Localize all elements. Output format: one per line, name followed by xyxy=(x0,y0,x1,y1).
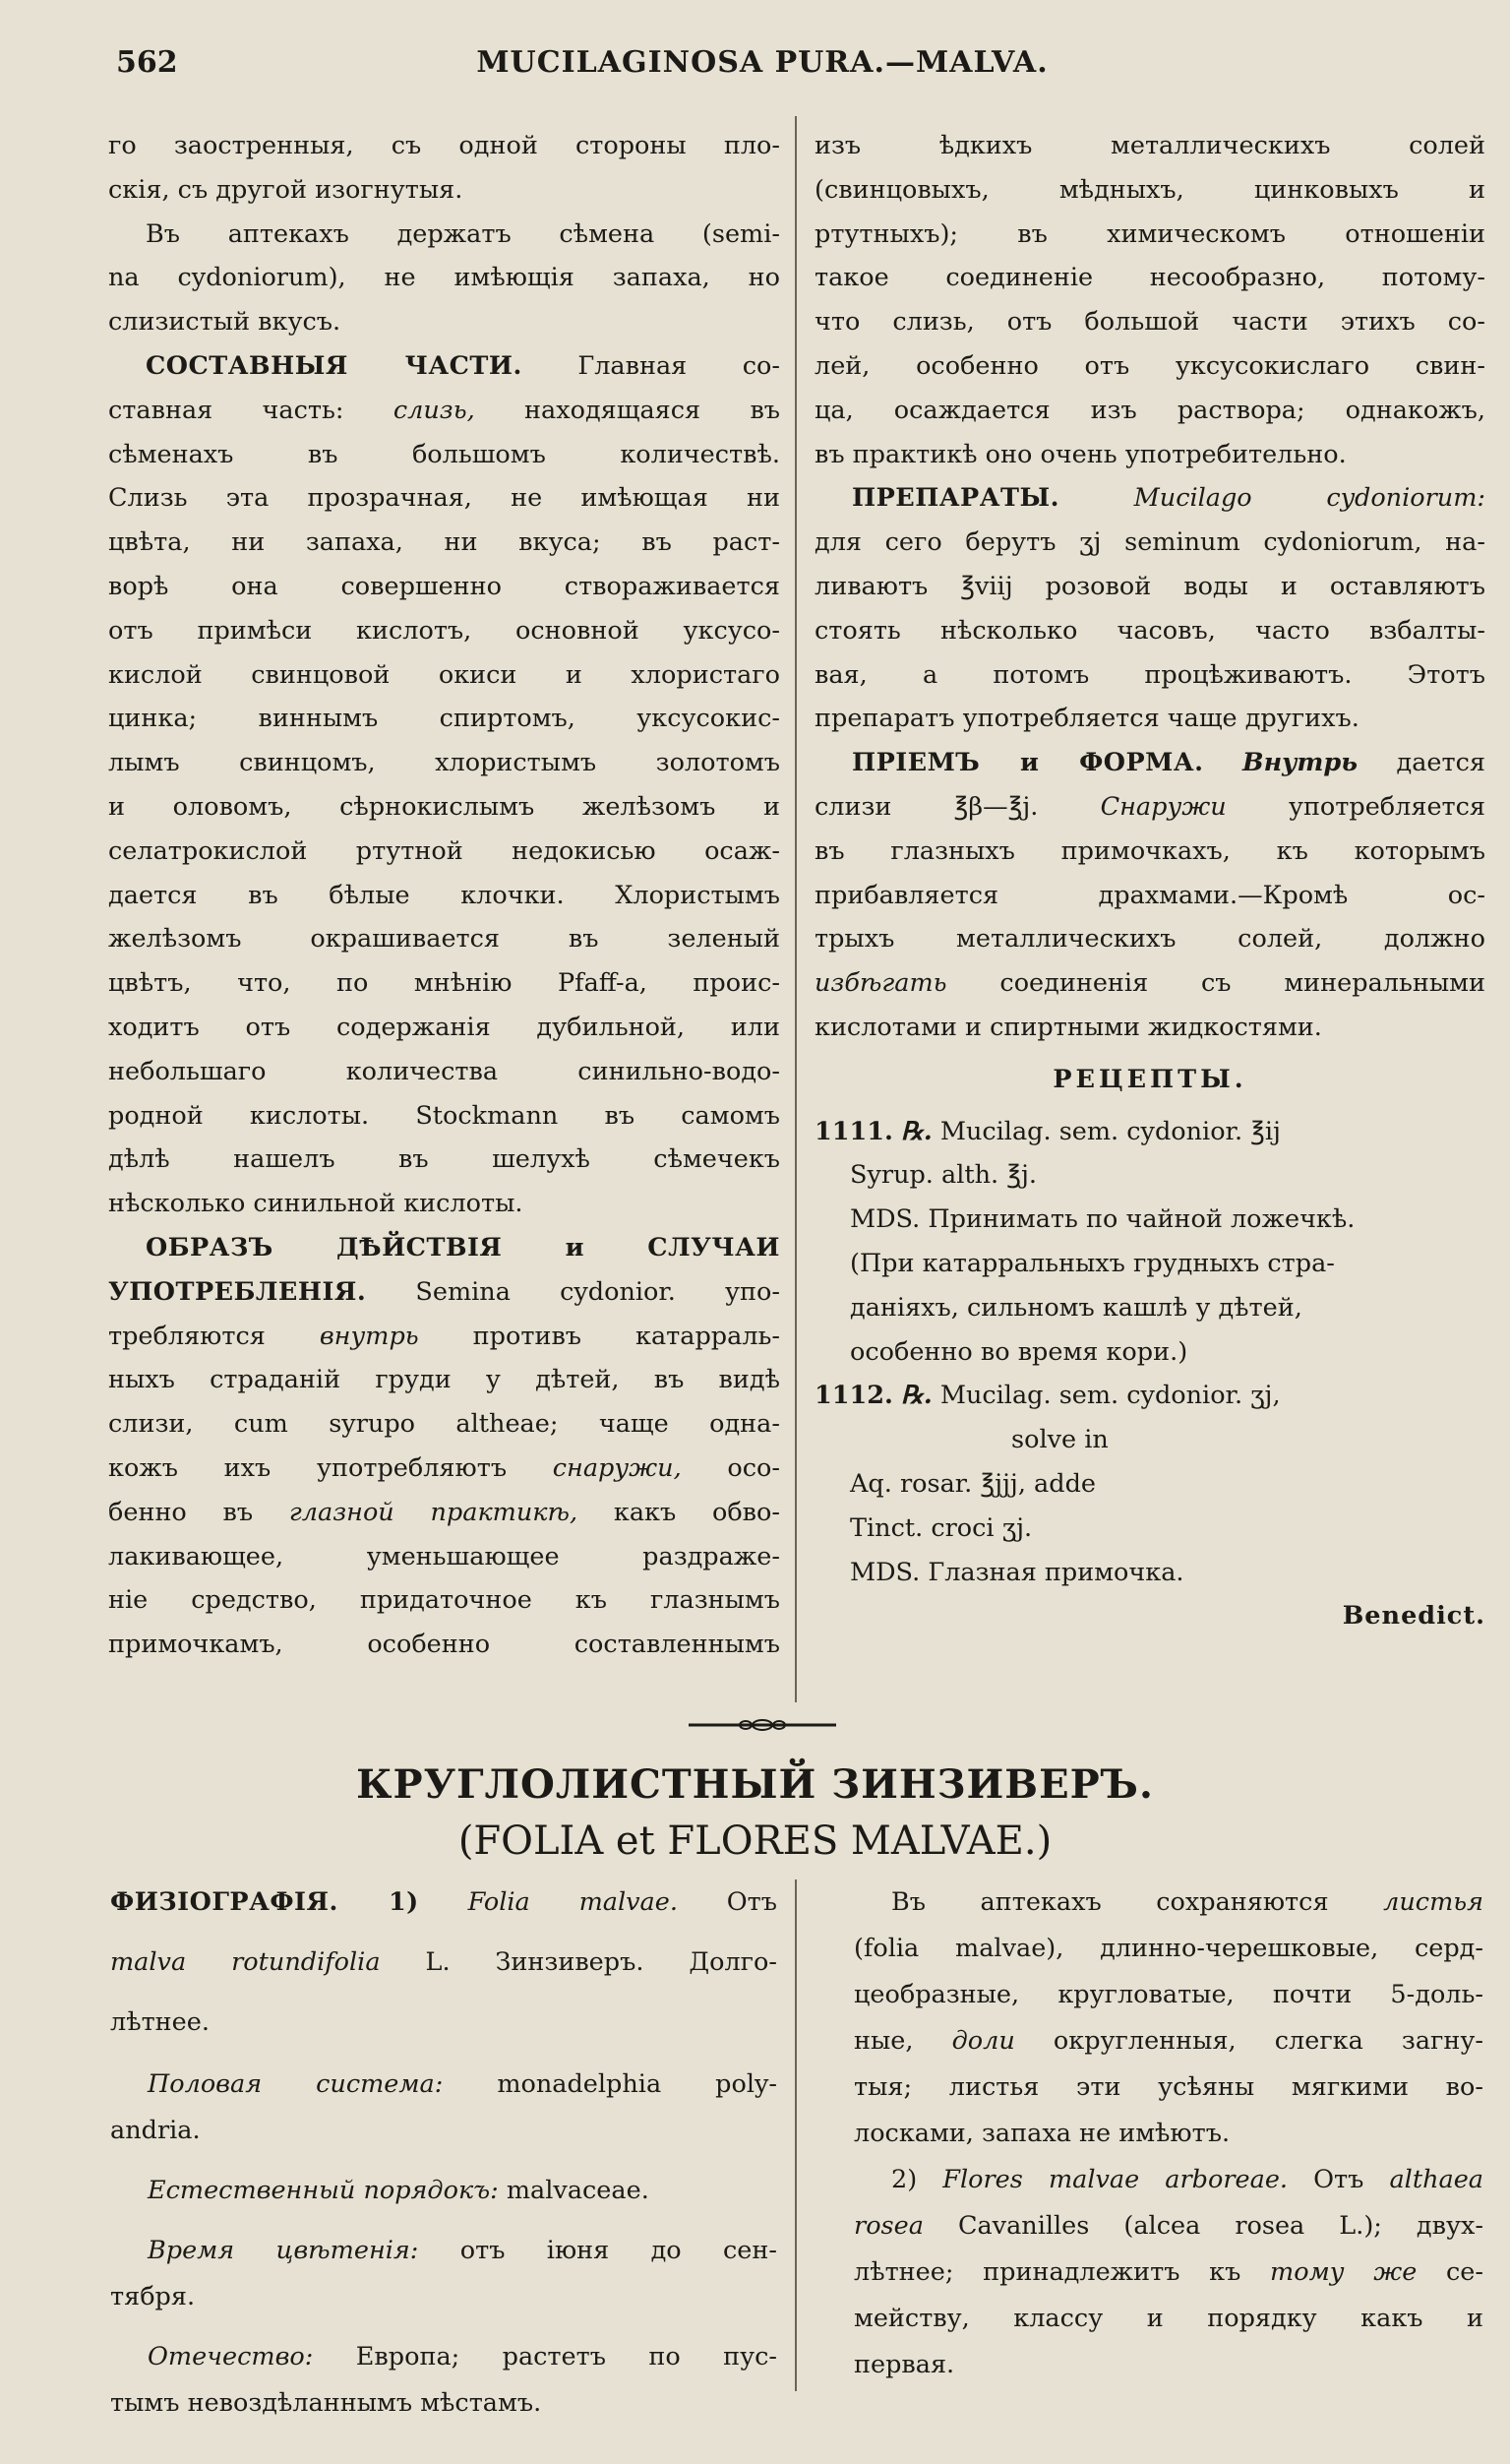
text-line xyxy=(108,1402,780,1447)
recipes-heading: РЕЦЕПТЫ. xyxy=(1053,1064,1247,1094)
text-line xyxy=(108,565,780,609)
text-span: слизи ℥β—℥j. xyxy=(815,791,1039,822)
text-span: solve in xyxy=(1011,1425,1109,1455)
text-line xyxy=(108,653,780,698)
text-line xyxy=(108,1623,780,1667)
text-line xyxy=(108,256,780,300)
text-span: Естественный порядокъ: xyxy=(148,2176,499,2205)
text-span: Folia malvae. xyxy=(467,1887,678,1917)
text-span: 2) xyxy=(891,2165,918,2194)
text-line xyxy=(108,1315,780,1359)
text-span: дается въ бѣлые клочки. Хлористымъ xyxy=(108,880,780,910)
text-span: лакивающее, уменьшающее раздраже- xyxy=(108,1541,780,1571)
text-line xyxy=(815,565,1485,609)
text-span: Снаружи xyxy=(1100,791,1227,822)
text-span: УПОТРЕБЛЕНІЯ. xyxy=(108,1276,367,1307)
text-span: изъ ѣдкихъ металлическихъ солей xyxy=(815,131,1485,160)
text-line xyxy=(108,1006,780,1050)
text-line xyxy=(815,476,1485,521)
text-line xyxy=(815,1198,1485,1242)
text-line xyxy=(854,1879,1483,1926)
text-span: соединенія съ минеральными xyxy=(999,968,1485,999)
text-span: кислой свинцовой окиси и хлористаго xyxy=(108,659,780,690)
text-span: цеобразные, кругловатые, почти 5-доль- xyxy=(854,1980,1483,2009)
top-left-column xyxy=(108,124,780,1667)
text-span: избѣгать xyxy=(815,968,947,999)
text-line xyxy=(108,1447,780,1491)
text-span: снаружи, xyxy=(552,1452,682,1483)
text-span: ОБРАЗЪ ДѢЙСТВІЯ и СЛУЧАИ xyxy=(146,1232,780,1263)
text-span: ФИЗІОГРАФІЯ. 1) xyxy=(110,1887,419,1917)
section-subtitle: (FOLIA et FLORES MALVAE.) xyxy=(457,1818,1053,1864)
text-line xyxy=(815,874,1485,918)
text-line xyxy=(110,2274,777,2320)
text-line xyxy=(108,124,780,168)
text-line xyxy=(108,1138,780,1182)
text-span: вая, а потомъ процѣживаютъ. Этотъ xyxy=(815,659,1485,690)
text-span: сѣменахъ въ большомъ количествѣ. xyxy=(108,439,780,469)
text-span: Aq. rosar. ℥jjj, adde xyxy=(850,1468,1096,1499)
text-span: лѣтнее; принадлежитъ къ xyxy=(854,2257,1241,2287)
text-span: ртутныхъ); въ химическомъ отношеніи xyxy=(815,218,1485,249)
text-span: что слизь, отъ большой части этихъ со- xyxy=(815,307,1485,338)
text-line xyxy=(108,1182,780,1226)
text-span: осо- xyxy=(727,1452,781,1483)
text-span: Cavanilles (alcea rosea L.); двух- xyxy=(957,2211,1483,2241)
text-span: Semina cydonior. упо- xyxy=(415,1276,780,1307)
text-span: цинка; виннымъ спиртомъ, уксусокис- xyxy=(108,704,780,734)
text-line xyxy=(815,1418,1485,1462)
text-span: стоять нѣсколько часовъ, часто взбалты- xyxy=(815,615,1485,646)
text-span: листья xyxy=(1383,1887,1484,1917)
text-line xyxy=(108,433,780,477)
text-span: противъ катарраль- xyxy=(472,1321,781,1351)
text-line xyxy=(108,1578,780,1623)
text-span: такое соединеніе несообразно, потому- xyxy=(815,263,1485,293)
text-line xyxy=(815,741,1485,785)
text-span: въ практикѣ оно очень употребительно. xyxy=(815,439,1347,469)
text-span: ℞. xyxy=(900,1116,933,1146)
text-line xyxy=(815,1058,1485,1102)
text-line xyxy=(815,1286,1485,1330)
text-span: тября. xyxy=(110,2282,196,2311)
text-line xyxy=(815,961,1485,1006)
text-line xyxy=(815,830,1485,874)
text-span: ПРІЕМЪ и ФОРМА. xyxy=(852,748,1204,778)
text-line xyxy=(815,168,1485,213)
text-span: отъ іюня до сен- xyxy=(459,2236,777,2265)
text-line xyxy=(815,1551,1485,1595)
text-span: желѣзомъ окрашивается въ зеленый xyxy=(108,924,780,955)
text-line xyxy=(854,2111,1483,2157)
text-line xyxy=(108,961,780,1006)
text-line xyxy=(854,2203,1483,2249)
text-span: цвѣта, ни запаха, ни вкуса; въ раст- xyxy=(108,527,780,558)
bottom-right-column xyxy=(854,1879,1483,2388)
text-line xyxy=(108,344,780,389)
text-span: Главная со- xyxy=(577,350,780,381)
text-span: ныхъ страданій груди у дѣтей, въ видѣ xyxy=(108,1365,780,1395)
text-span: malvaceae. xyxy=(506,2176,649,2205)
text-line xyxy=(815,1374,1485,1418)
column-divider xyxy=(795,116,797,1702)
text-span: находящаяся въ xyxy=(524,395,781,425)
text-span: родной кислоты. Stockmann въ самомъ xyxy=(108,1100,780,1131)
text-line xyxy=(108,697,780,741)
text-span: го заостренныя, съ одной стороны пло- xyxy=(108,131,780,160)
text-span: MDS. Глазная примочка. xyxy=(850,1557,1184,1587)
text-line xyxy=(815,344,1485,389)
text-span: особенно во время кори.) xyxy=(850,1336,1188,1367)
text-line xyxy=(108,1050,780,1094)
text-line xyxy=(815,1110,1485,1154)
text-span: трыхъ металлическихъ солей, должно xyxy=(815,924,1485,955)
text-span: Отъ xyxy=(726,1887,778,1917)
text-line xyxy=(815,917,1485,961)
text-span: ПРЕПАРАТЫ. xyxy=(852,483,1059,514)
text-span: кислотами и спиртными жидкостями. xyxy=(815,1012,1322,1042)
text-span: rosea xyxy=(854,2211,924,2241)
text-line xyxy=(815,300,1485,344)
text-span: внутрь xyxy=(319,1321,419,1351)
text-span: употребляется xyxy=(1288,791,1486,822)
text-span: нѣсколько синильной кислоты. xyxy=(108,1189,523,1219)
text-line xyxy=(110,1879,777,1926)
text-span: СОСТАВНЫЯ ЧАСТИ. xyxy=(146,350,522,381)
text-span: MDS. Принимать по чайной ложечкѣ. xyxy=(850,1204,1356,1235)
text-line xyxy=(108,609,780,653)
column-divider-bottom xyxy=(795,1879,797,2391)
text-line xyxy=(110,2000,777,2046)
text-span: прибавляется драхмами.—Кромѣ ос- xyxy=(815,880,1485,910)
text-span: Европа; растетъ по пус- xyxy=(355,2342,777,2372)
text-line xyxy=(108,1094,780,1139)
text-span: Benedict. xyxy=(1342,1601,1485,1632)
text-span: даніяхъ, сильномъ кашлѣ у дѣтей, xyxy=(850,1292,1302,1323)
text-line xyxy=(108,1226,780,1270)
text-line xyxy=(815,1462,1485,1507)
text-span: ℞. xyxy=(900,1381,933,1411)
text-line xyxy=(815,389,1485,433)
text-span: ніе средство, придаточное къ глазнымъ xyxy=(108,1585,780,1616)
text-span: na cydoniorum), не имѣющія запаха, но xyxy=(108,263,780,293)
text-span: ца, осаждается изъ раствора; однакожъ, xyxy=(815,395,1485,425)
text-line xyxy=(110,2168,777,2214)
text-line xyxy=(815,785,1485,830)
text-span: L. Зинзиверъ. Долго- xyxy=(425,1947,778,1977)
text-line xyxy=(108,213,780,257)
text-line xyxy=(110,1940,777,1986)
text-line xyxy=(854,2064,1483,2111)
text-span: Внутрь xyxy=(1242,748,1359,778)
text-line xyxy=(110,2108,777,2154)
text-line xyxy=(815,124,1485,168)
text-line xyxy=(815,213,1485,257)
text-span: (свинцовыхъ, мѣдныхъ, цинковыхъ и xyxy=(815,174,1485,205)
text-line xyxy=(815,256,1485,300)
text-span: andria. xyxy=(110,2116,201,2145)
text-line xyxy=(815,1153,1485,1198)
text-span: слизи, cum syrupo altheae; чаще одна- xyxy=(108,1409,780,1440)
text-line xyxy=(815,609,1485,653)
text-line xyxy=(815,521,1485,565)
text-span: кожъ ихъ употребляютъ xyxy=(108,1452,508,1483)
recipes xyxy=(815,1110,1485,1639)
text-line xyxy=(108,917,780,961)
text-line xyxy=(815,1330,1485,1375)
text-line xyxy=(815,653,1485,698)
text-span: Mucilago cydoniorum: xyxy=(1133,483,1485,514)
text-span: Mucilag. sem. cydonior. ℥ij xyxy=(939,1116,1281,1146)
page-header xyxy=(108,45,1417,91)
text-span: 1111. xyxy=(815,1116,893,1146)
text-span: Въ аптекахъ держатъ сѣмена (semi- xyxy=(146,218,780,249)
text-line xyxy=(854,1926,1483,1972)
text-span: ливаютъ ℥viij розовой воды и оставляютъ xyxy=(815,571,1485,601)
text-line xyxy=(854,2249,1483,2296)
text-span: Въ аптекахъ сохраняются xyxy=(891,1887,1329,1917)
text-span: ходитъ отъ содержанія дубильной, или xyxy=(108,1012,780,1042)
text-span: и оловомъ, сѣрнокислымъ желѣзомъ и xyxy=(108,791,780,822)
text-span: althaea xyxy=(1389,2165,1483,2194)
text-line xyxy=(108,830,780,874)
text-span: требляются xyxy=(108,1321,266,1351)
text-line xyxy=(108,168,780,213)
text-line xyxy=(815,697,1485,741)
text-line xyxy=(110,2062,777,2108)
section-title: КРУГЛОЛИСТНЫЙ ЗИНЗИВЕРЪ. xyxy=(356,1761,1154,1808)
text-line xyxy=(815,1507,1485,1551)
text-span: Половая система: xyxy=(148,2069,444,2099)
text-line xyxy=(108,741,780,785)
text-span: небольшаго количества синильно-водо- xyxy=(108,1056,780,1086)
text-line xyxy=(108,874,780,918)
text-span: слизистый вкусъ. xyxy=(108,307,341,338)
text-line xyxy=(108,300,780,344)
text-span: malva rotundifolia xyxy=(110,1947,381,1977)
text-span: Flores malvae arboreae. xyxy=(942,2165,1289,2194)
text-span: тыя; листья эти усѣяны мягкими во- xyxy=(854,2072,1483,2102)
text-line xyxy=(108,785,780,830)
text-span: селатрокислой ртутной недокисью осаж- xyxy=(108,835,780,866)
text-span: Слизь эта прозрачная, не имѣющая ни xyxy=(108,483,780,514)
text-span: (folia malvae), длинно-черешковые, серд- xyxy=(854,1934,1483,1963)
text-span: глазной практикѣ, xyxy=(288,1497,578,1527)
text-line xyxy=(108,1358,780,1402)
text-line xyxy=(108,1491,780,1535)
bottom-left-column xyxy=(110,1879,777,2440)
text-line xyxy=(108,476,780,521)
text-span: (При катарральныхъ грудныхъ стра- xyxy=(850,1248,1335,1278)
text-span: 1112. xyxy=(815,1381,893,1411)
text-line xyxy=(108,389,780,433)
text-span: первая. xyxy=(854,2350,955,2379)
text-line xyxy=(815,1006,1485,1050)
text-span: дается xyxy=(1396,748,1486,778)
text-line xyxy=(108,1535,780,1579)
top-right-column xyxy=(815,124,1485,1638)
text-span: доли xyxy=(951,2026,1015,2056)
text-line xyxy=(110,2380,777,2427)
text-span: лосками, запаха не имѣютъ. xyxy=(854,2119,1231,2148)
text-span: ные, xyxy=(854,2026,914,2056)
running-title: MUCILAGINOSA PURA.—MALVA. xyxy=(476,45,1049,80)
text-span: лѣтнее. xyxy=(110,2007,210,2037)
page-number: 562 xyxy=(116,45,178,80)
text-span: лей, особенно отъ уксусокислаго свин- xyxy=(815,350,1485,381)
text-line xyxy=(108,1270,780,1315)
text-line xyxy=(854,2018,1483,2064)
text-span: примочкамъ, особенно составленнымъ xyxy=(108,1630,780,1660)
text-span: monadelphia poly- xyxy=(497,2069,778,2099)
text-line xyxy=(110,2228,777,2274)
text-line xyxy=(108,521,780,565)
ornament-divider xyxy=(689,1714,836,1736)
text-line xyxy=(854,2342,1483,2388)
text-span: округленныя, слегка загну- xyxy=(1053,2026,1484,2056)
text-span: Отъ xyxy=(1313,2165,1364,2194)
text-span: Mucilag. sem. cydonior. ʒj, xyxy=(939,1381,1281,1411)
text-span: препаратъ употребляется чаще другихъ. xyxy=(815,704,1359,734)
text-span: Время цвѣтенія: xyxy=(148,2236,419,2265)
text-span: цвѣтъ, что, по мнѣнію Pfaff-a, проис- xyxy=(108,968,780,999)
text-span: Отечество: xyxy=(148,2342,314,2372)
text-span: ворѣ она совершенно створаживается xyxy=(108,571,780,601)
text-span: Tinct. croci ʒj. xyxy=(850,1512,1033,1543)
text-span: се- xyxy=(1446,2257,1484,2287)
text-line xyxy=(110,2334,777,2380)
text-span: тому же xyxy=(1270,2257,1418,2287)
text-line xyxy=(815,1594,1485,1638)
text-line xyxy=(854,2296,1483,2342)
text-span: тымъ невоздѣланнымъ мѣстамъ. xyxy=(110,2388,542,2418)
text-line xyxy=(815,433,1485,477)
text-span: мейству, классу и порядку какъ и xyxy=(854,2304,1483,2333)
text-span: ставная часть: xyxy=(108,395,344,425)
text-span: скія, съ другой изогнутыя. xyxy=(108,174,463,205)
text-span: слизь, xyxy=(393,395,475,425)
text-line xyxy=(854,1972,1483,2018)
text-span: отъ примѣси кислотъ, основной уксусо- xyxy=(108,615,780,646)
text-span: лымъ свинцомъ, хлористымъ золотомъ xyxy=(108,748,780,778)
text-span: бенно въ xyxy=(108,1497,254,1527)
text-span: Syrup. alth. ℥j. xyxy=(850,1160,1038,1191)
text-span: какъ обво- xyxy=(613,1497,781,1527)
text-span: для сего берутъ ʒj seminum cydoniorum, на- xyxy=(815,527,1485,558)
text-span: въ глазныхъ примочкахъ, къ которымъ xyxy=(815,835,1485,866)
text-line xyxy=(815,1242,1485,1286)
text-span: дѣлѣ нашелъ въ шелухѣ сѣмечекъ xyxy=(108,1144,780,1175)
text-line xyxy=(854,2157,1483,2203)
